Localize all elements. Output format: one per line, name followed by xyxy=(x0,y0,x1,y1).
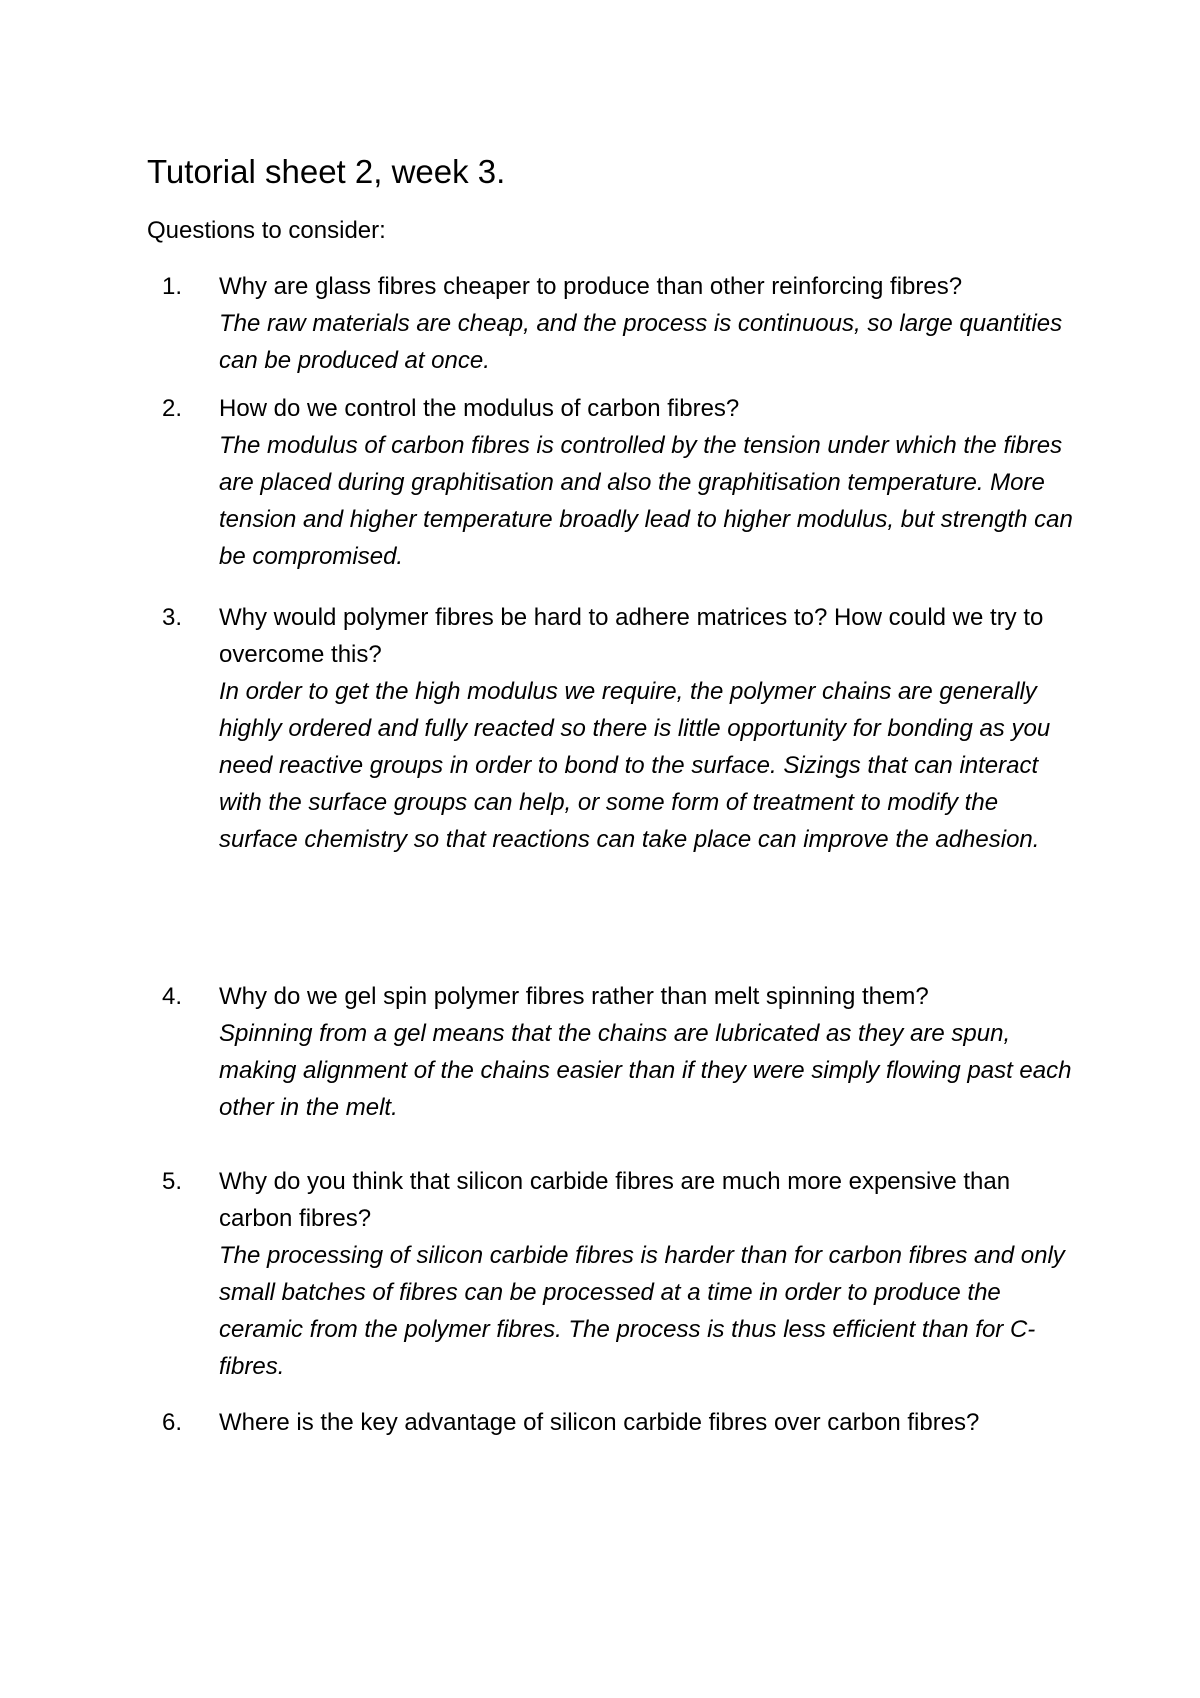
question-number: 1. xyxy=(161,273,182,300)
answer-text: The raw materials are cheap, and the process is continuous, so large quantities can be produced at once. xyxy=(219,310,1063,374)
question-body xyxy=(219,1404,1079,1441)
question-number: 2. xyxy=(161,395,182,422)
answer-text: In order to get the high modulus we require, the polymer chains are generally highly ordered and fully reacted so there is little opportunity for bonding as you need reactive groups in order to bond to the surface. Sizings that can interact with the surface groups can help, or some form of treatment to modify the surface chemistry so that reactions can take place can improve the adhesion. xyxy=(219,678,1051,853)
question-body xyxy=(219,268,1079,379)
question-text: Why would polymer fibres be hard to adhere matrices to? How could we try to overcome this? xyxy=(219,604,1044,668)
answer-text: Spinning from a gel means that the chains are lubricated as they are spun, making alignment of the chains easier than if they were simply flowing past each other in the melt. xyxy=(219,1020,1072,1121)
question-number: 6. xyxy=(161,1409,182,1436)
question-text: Where is the key advantage of silicon carbide fibres over carbon fibres? xyxy=(219,1409,980,1436)
question-body xyxy=(219,978,1079,1126)
question-text: How do we control the modulus of carbon fibres? xyxy=(219,395,740,422)
question-text: Why do we gel spin polymer fibres rather than melt spinning them? xyxy=(219,983,929,1010)
answer-text: The modulus of carbon fibres is controlled by the tension under which the fibres are placed during graphitisation and also the graphitisation temperature. More tension and higher temperature broadly lead to higher modulus, but strength can be compromised. xyxy=(219,432,1073,570)
page-title: Tutorial sheet 2, week 3. xyxy=(147,153,506,190)
question-body xyxy=(219,599,1079,858)
question-body xyxy=(219,390,1079,575)
question-number: 5. xyxy=(161,1168,182,1195)
question-body xyxy=(219,1163,1079,1385)
intro-text: Questions to consider: xyxy=(147,217,386,244)
question-number: 3. xyxy=(161,604,182,631)
answer-text: The processing of silicon carbide fibres is harder than for carbon fibres and only small batches of fibres can be processed at a time in order to produce the ceramic from the polymer fibres. The process is thus less efficient than for C-fibres. xyxy=(219,1242,1065,1380)
question-text: Why do you think that silicon carbide fibres are much more expensive than carbon fibres? xyxy=(219,1168,1011,1232)
question-number: 4. xyxy=(161,983,182,1010)
question-text: Why are glass fibres cheaper to produce than other reinforcing fibres? xyxy=(219,273,963,300)
